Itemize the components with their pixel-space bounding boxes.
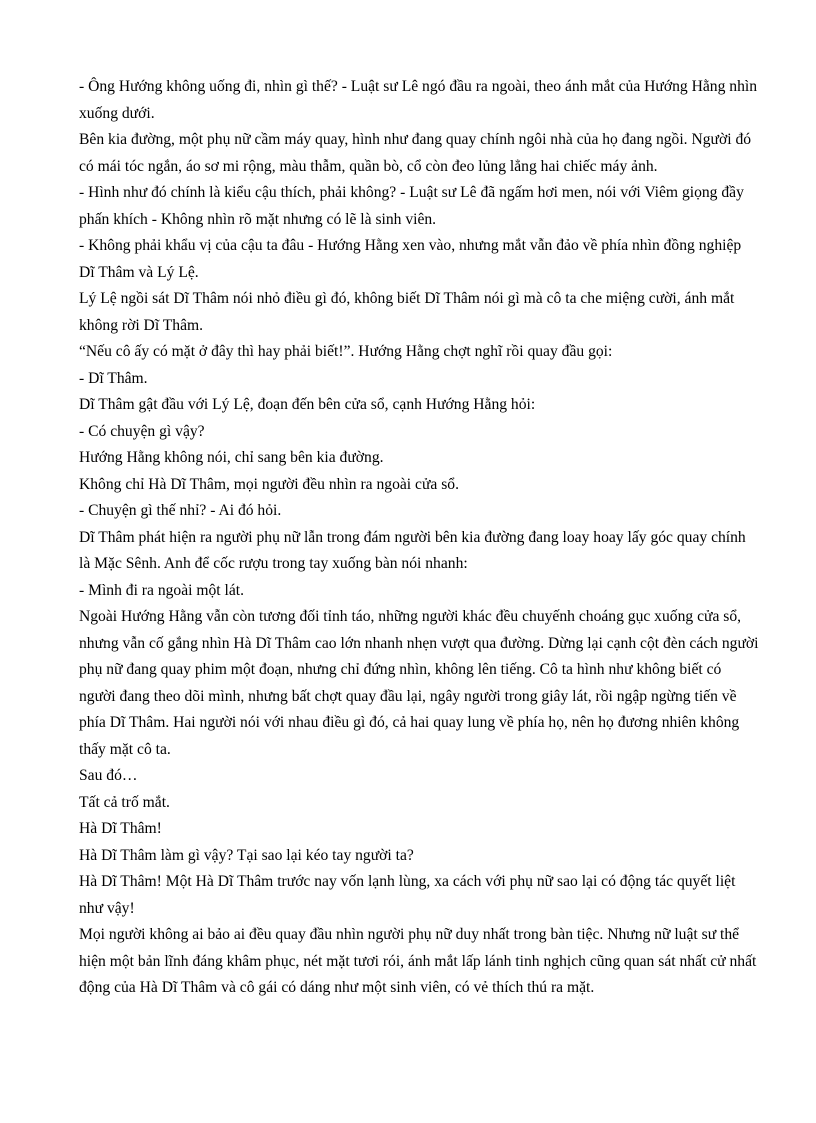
paragraph: - Dĩ Thâm.	[79, 369, 148, 387]
paragraph: Dĩ Thâm phát hiện ra người phụ nữ lẫn trong đám người bên kia đường đang loay hoay lấy góc quay chính là Mặc Sênh. Anh để cốc rượu trong tay xuống bàn nói nhanh:	[79, 528, 746, 572]
paragraph: - Ông Hướng không uống đi, nhìn gì thế? - Luật sư Lê ngó đầu ra ngoài, theo ánh mắt của Hướng Hằng nhìn xuống dưới.	[79, 78, 758, 122]
paragraph: Không chỉ Hà Dĩ Thâm, mọi người đều nhìn ra ngoài cửa sổ.	[79, 475, 459, 493]
paragraph: Hà Dĩ Thâm!	[79, 820, 162, 837]
paragraph: “Nếu cô ấy có mặt ở đây thì hay phải biết!”. Hướng Hằng chợt nghĩ rồi quay đầu gọi:	[79, 343, 613, 360]
paragraph: Hà Dĩ Thâm! Một Hà Dĩ Thâm trước nay vốn lạnh lùng, xa cách với phụ nữ sao lại có động tác quyết liệt như vậy!	[79, 873, 736, 917]
paragraph: - Mình đi ra ngoài một lát.	[79, 581, 245, 599]
paragraph: - Chuyện gì thế nhỉ? - Ai đó hỏi.	[79, 502, 282, 519]
paragraph: Hà Dĩ Thâm làm gì vậy? Tại sao lại kéo tay người ta?	[79, 846, 414, 864]
paragraph: Lý Lệ ngồi sát Dĩ Thâm nói nhỏ điều gì đó, không biết Dĩ Thâm nói gì mà cô ta che miệng cười, ánh mắt không rời Dĩ Thâm.	[79, 290, 735, 334]
paragraph: Tất cả trố mắt.	[79, 793, 170, 811]
paragraph: Ngoài Hướng Hằng vẫn còn tương đối tỉnh táo, những người khác đều chuyếnh choáng gục xuống cửa sổ, nhưng vẫn cố gắng nhìn Hà Dĩ Thâm cao lớn nhanh nhẹn vượt qua đường. Dừng lại cạnh cột đèn cách người phụ nữ đang quay phim một đoạn, nhưng chỉ đứng nhìn, không lên tiếng. Cô ta hình như không biết có người đang theo dõi mình, nhưng bất chợt quay đầu lại, ngây người trong giây lát, rồi ngập ngừng tiến về phía Dĩ Thâm. Hai người nói với nhau điều gì đó, cả hai quay lung về phía họ, nên họ đương nhiên không thấy mặt cô ta.	[79, 608, 759, 758]
paragraph: - Hình như đó chính là kiểu cậu thích, phải không? - Luật sư Lê đã ngấm hơi men, nói với Viêm giọng đầy phấn khích - Không nhìn rõ mặt nhưng có lẽ là sinh viên.	[79, 184, 744, 228]
paragraph: Hướng Hằng không nói, chỉ sang bên kia đường.	[79, 449, 384, 466]
paragraph: Bên kia đường, một phụ nữ cầm máy quay, hình như đang quay chính ngôi nhà của họ đang ngồi. Người đó có mái tóc ngắn, áo sơ mi rộng, màu thẫm, quần bò, cổ còn đeo lủng lẳng hai chiếc máy ảnh.	[79, 131, 752, 175]
paragraph: Dĩ Thâm gật đầu với Lý Lệ, đoạn đến bên cửa sổ, cạnh Hướng Hằng hỏi:	[79, 396, 536, 413]
paragraph: Mọi người không ai bảo ai đều quay đầu nhìn người phụ nữ duy nhất trong bàn tiệc. Nhưng nữ luật sư thể hiện một bản lĩnh đáng khâm phục, nét mặt tươi rói, ánh mắt lấp lánh tinh nghịch cũng quan sát nhất cử nhất động của Hà Dĩ Thâm và cô gái có dáng như một sinh viên, có vẻ thích thú ra mặt.	[79, 926, 757, 996]
document-page	[79, 74, 759, 1002]
paragraph: - Có chuyện gì vậy?	[79, 422, 205, 440]
paragraph: - Không phải khẩu vị của cậu ta đâu - Hướng Hằng xen vào, nhưng mắt vẫn đảo về phía nhìn đồng nghiệp Dĩ Thâm và Lý Lệ.	[79, 237, 742, 281]
paragraph: Sau đó…	[79, 767, 138, 784]
